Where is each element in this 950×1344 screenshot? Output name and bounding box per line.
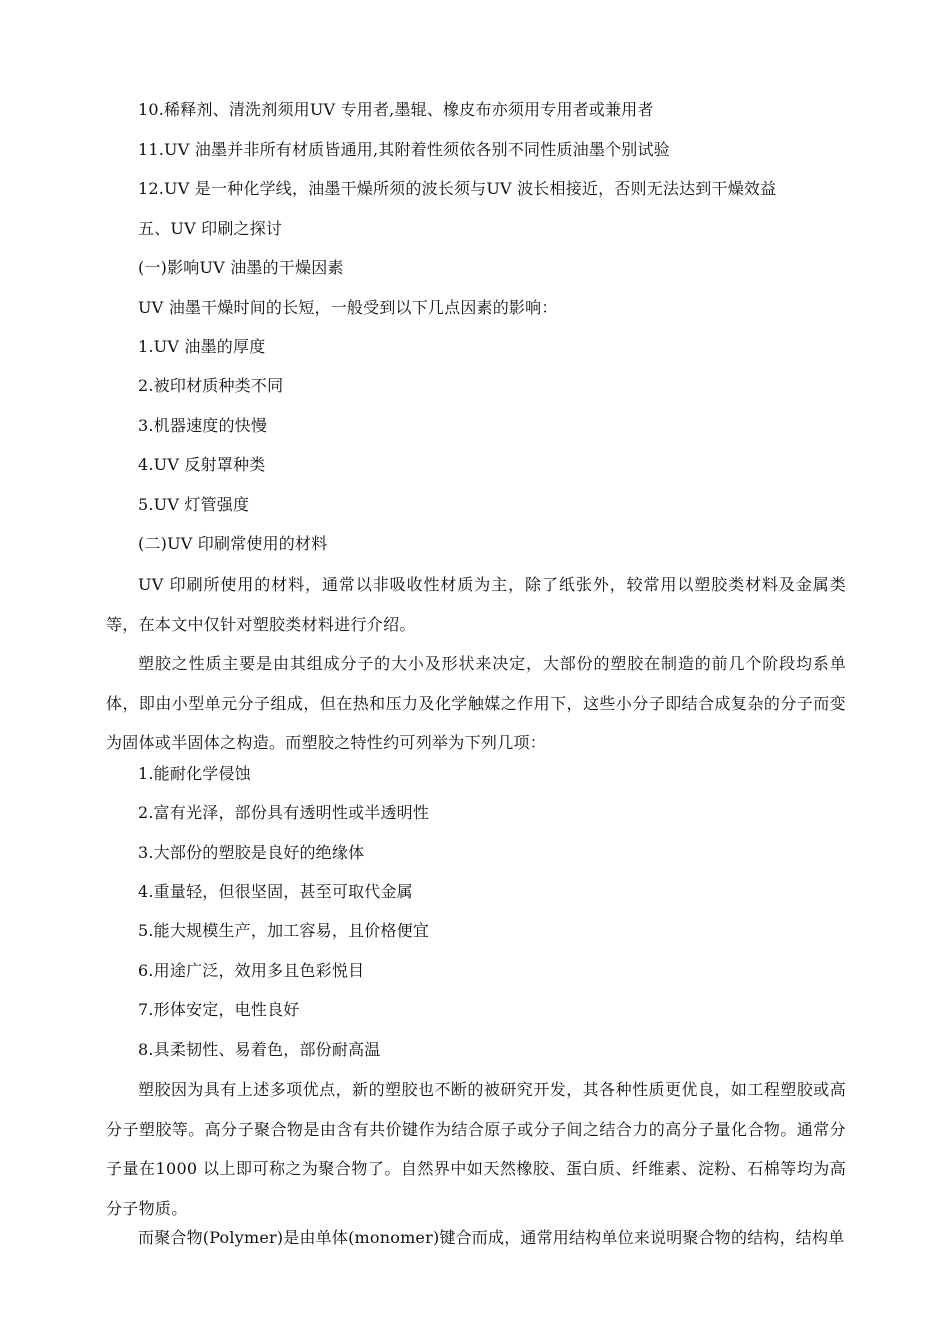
- subsection-heading-2: (二)UV 印刷常使用的材料: [138, 534, 328, 553]
- factor-item-4: 4.UV 反射罩种类: [138, 455, 266, 474]
- paragraph-polymers: 塑胶因为具有上述多项优点，新的塑胶也不断的被研究开发，其各种性质更优良，如工程塑胶或高分子塑胶等。高分子聚合物是由含有共价键作为结合原子或分子间之结合力的高分子量化合物。通常分子量在1000 以上即可称之为聚合物了。自然界中如天然橡胶、蛋白质、纤维素、淀粉、石棉等均为高分子物质。: [106, 1080, 846, 1218]
- property-item-8: 8.具柔韧性、易着色，部份耐高温: [138, 1040, 381, 1059]
- property-item-7: 7.形体安定，电性良好: [138, 1000, 300, 1019]
- property-item-2: 2.富有光泽，部份具有透明性或半透明性: [138, 803, 430, 822]
- property-item-5: 5.能大规模生产，加工容易，且价格便宜: [138, 921, 430, 940]
- section-heading-5: 五、UV 印刷之探讨: [138, 219, 283, 238]
- paragraph-polymer-structure: 而聚合物(Polymer)是由单体(monomer)键合而成，通常用结构单位来说明聚合物的结构，结构单: [138, 1228, 845, 1247]
- property-item-3: 3.大部份的塑胶是良好的绝缘体: [138, 843, 365, 862]
- property-item-1: 1.能耐化学侵蚀: [138, 764, 251, 783]
- paragraph-plastic-properties: 塑胶之性质主要是由其组成分子的大小及形状来决定，大部份的塑胶在制造的前几个阶段均系单体，即由小型单元分子组成，但在热和压力及化学触媒之作用下，这些小分子即结合成复杂的分子而变为固体或半固体之构造。而塑胶之特性约可列举为下列几项：: [106, 654, 846, 752]
- property-item-6: 6.用途广泛，效用多且色彩悦目: [138, 961, 365, 980]
- list-item-10: 10.稀释剂、清洗剂须用UV 专用者,墨辊、橡皮布亦须用专用者或兼用者: [138, 100, 654, 119]
- intro-text: UV 油墨干燥时间的长短，一般受到以下几点因素的影响：: [138, 298, 558, 317]
- property-item-4: 4.重量轻，但很坚固，甚至可取代金属: [138, 882, 413, 901]
- factor-item-2: 2.被印材质种类不同: [138, 376, 284, 395]
- factor-item-5: 5.UV 灯管强度: [138, 495, 250, 514]
- paragraph-materials: UV 印刷所使用的材料，通常以非吸收性材质为主，除了纸张外，较常用以塑胶类材料及金属类等，在本文中仅针对塑胶类材料进行介绍。: [106, 575, 846, 634]
- list-item-11: 11.UV 油墨并非所有材质皆通用,其附着性须依各别不同性质油墨个别试验: [138, 140, 670, 159]
- subsection-heading-1: (一)影响UV 油墨的干燥因素: [138, 258, 344, 277]
- factor-item-3: 3.机器速度的快慢: [138, 416, 268, 435]
- list-item-12: 12.UV 是一种化学线，油墨干燥所须的波长须与UV 波长相接近，否则无法达到干燥效益: [138, 179, 777, 198]
- factor-item-1: 1.UV 油墨的厚度: [138, 337, 266, 356]
